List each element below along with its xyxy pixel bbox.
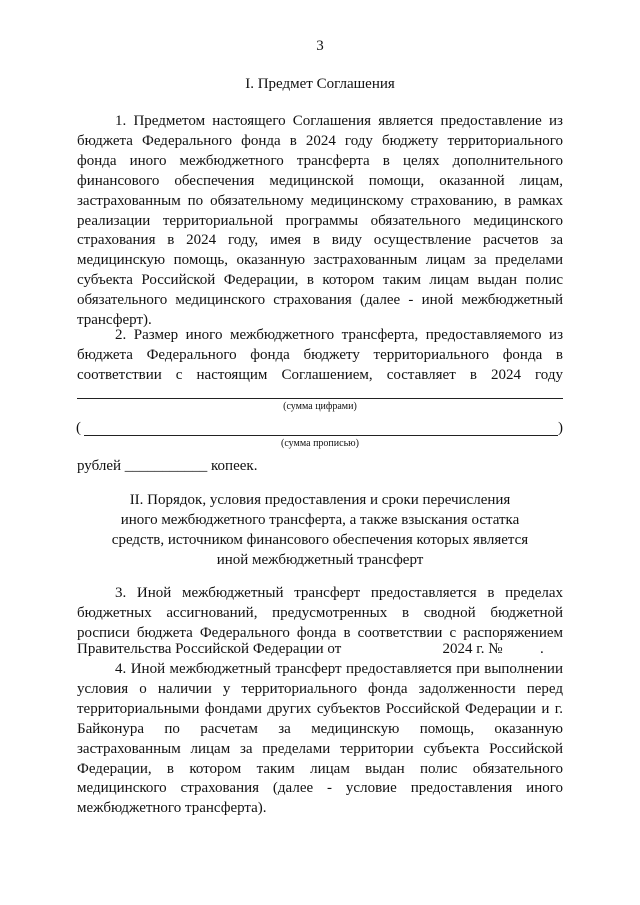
paragraph-1: 1. Предметом настоящего Соглашения является предоставление из бюджета Федерального фонда в 2024 году бюджету территориального фонда иного межбюджетного трансферта в целях дополнительного финансового обеспечения медицинской помощи, оказанной лицам, застрахованным по обязательному медицинскому страхованию, в рамках реализации территориальной программы обязательного медицинского страхования в 2024 году, имея в виду осуществление расчетов за медицинскую помощь, оказанную застрахованным лицам за пределами субъекта Российской Федерации, в котором таким лицам выдан полис обязательного медицинского страхования (далее - иной межбюджетный трансферт). [77, 113, 563, 329]
amount-digits-line [77, 398, 563, 399]
section1-title: I. Предмет Соглашения [245, 76, 395, 92]
rubles-kopeks-line: рублей ___________ копеек. [77, 458, 258, 474]
section2-title-line: иного межбюджетного трансферта, а также взыскания остатка [120, 511, 520, 528]
section2-title-line: иной межбюджетный трансферт [216, 551, 424, 568]
page-number: 3 [316, 38, 324, 54]
section2-title-line: средств, источником финансового обеспечения которых является [111, 531, 529, 548]
paragraph-4: 4. Иной межбюджетный трансферт предоставляется при выполнении условия о наличии у территориального фонда задолженности перед территориальными фондами других субъектов Российской Федерации и г. Байконура по расчетам за медицинскую помощь, оказанную застрахованным лицам за пределами территории субъекта Российской Федерации, в котором таким лицам выдан полис обязательного медицинского страхования (далее - условие предоставления иного межбюджетного трансферта). [77, 661, 563, 817]
caption-amount-digits: (сумма цифрами) [283, 401, 357, 412]
caption-amount-words: (сумма прописью) [281, 438, 359, 449]
paren-open: ( [76, 420, 81, 436]
section2-title [0, 491, 640, 571]
paragraph-3-last-line: Правительства Российской Федерации от 2024 г. № . [77, 641, 544, 657]
paragraph-3: 3. Иной межбюджетный трансферт предоставляется в пределах бюджетных ассигнований, предусмотренных в сводной бюджетной росписи бюджета Федерального фонда в соответствии с распоряжением [77, 585, 563, 641]
section2-title-line: II. Порядок, условия предоставления и сроки перечисления [129, 492, 511, 508]
amount-words-line [84, 435, 558, 436]
paragraph-2: 2. Размер иного межбюджетного трансферта, предоставляемого из бюджета Федерального фонда бюджету территориального фонда в соответствии с настоящим Соглашением, составляет в 2024 году [77, 327, 563, 383]
paren-close: ) [558, 420, 563, 436]
